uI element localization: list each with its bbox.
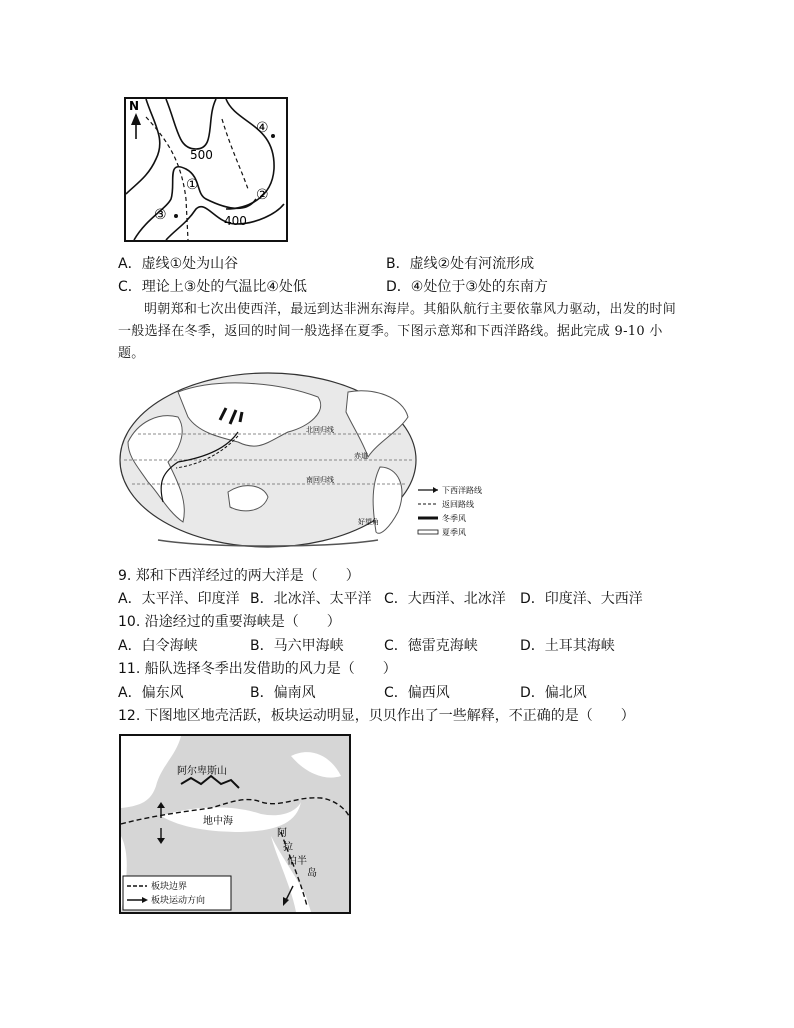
label-arabia-2: 拉 [283, 842, 293, 853]
option-a: A．虚线①处为山谷 [118, 256, 239, 272]
legend-summer: 夏季风 [442, 528, 466, 537]
label-arabia-4: 岛 [307, 868, 317, 879]
passage-text: 明朝郑和七次出使西洋，最远到达非洲东海岸。其船队航行主要依靠风力驱动，出发的时间一般选择在冬季，返回的时间一般选择在夏季。下图示意郑和下西洋路线。据此完成 9-10 小题。 [118, 302, 677, 361]
q11-option-d: D．偏北风 [520, 685, 587, 701]
plate-map [119, 734, 351, 914]
contour-label-400: 400 [224, 214, 247, 228]
label-tropic-capricorn: 南回归线 [306, 476, 334, 484]
q10-option-b: B．马六甲海峡 [250, 638, 344, 654]
point-2: ② [256, 187, 269, 203]
q11-option-c: C．偏西风 [384, 685, 450, 701]
q11-option-a: A．偏东风 [118, 685, 184, 701]
world-map [118, 372, 498, 554]
legend-boundary: 板块边界 [151, 882, 188, 892]
label-equator: 赤道 [354, 452, 368, 460]
plate-map-svg [121, 736, 349, 912]
q9-option-a: A．太平洋、印度洋 [118, 591, 240, 607]
point-4: ④ [256, 120, 269, 136]
legend-motion: 板块运动方向 [151, 896, 206, 906]
q9-option-d: D．印度洋、大西洋 [520, 591, 643, 607]
point-3: ③ [154, 207, 167, 223]
q9-option-c: C．大西洋、北冰洋 [384, 591, 506, 607]
label-cape: 好望角 [358, 518, 379, 526]
q12-stem: 12. 下图地区地壳活跃，板块运动明显，贝贝作出了一些解释，不正确的是（ ） [118, 708, 635, 724]
label-alps: 阿尔卑斯山 [177, 766, 227, 777]
legend-return: 返回路线 [442, 500, 474, 509]
contour-label-500: 500 [190, 148, 213, 162]
north-label: N [129, 99, 140, 113]
label-med: 地中海 [203, 816, 233, 827]
point-3-dot [174, 214, 178, 218]
q9-stem: 9. 郑和下西洋经过的两大洋是（ ） [118, 568, 360, 584]
passage [118, 299, 678, 365]
q10-option-c: C．德雷克海峡 [384, 638, 478, 654]
contour-line [166, 99, 216, 149]
contour-map [124, 97, 288, 242]
contour-line [126, 99, 160, 194]
point-4-dot [271, 134, 275, 138]
option-c: C．理论上③处的气温比④处低 [118, 279, 307, 295]
world-map-svg [118, 372, 498, 554]
legend-winter: 冬季风 [442, 514, 466, 523]
contour-map-svg [126, 99, 286, 240]
option-d: D．④处位于③处的东南方 [386, 279, 548, 295]
q10-option-d: D．土耳其海峡 [520, 638, 615, 654]
q11-stem: 11. 船队选择冬季出发借助的风力是（ ） [118, 661, 397, 677]
dashed-line [222, 119, 248, 189]
north-arrowhead-icon [131, 113, 141, 125]
option-b: B．虚线②处有河流形成 [386, 256, 535, 272]
legend-summer-icon [418, 530, 438, 534]
q10-option-a: A．白令海峡 [118, 638, 198, 654]
dashed-line [146, 117, 188, 240]
label-arabia-3: 伯半 [287, 856, 307, 867]
legend-route: 下西洋路线 [442, 486, 482, 495]
point-1: ① [186, 177, 199, 193]
label-tropic-cancer: 北回归线 [306, 426, 334, 434]
legend-route-arrowhead-icon [433, 487, 438, 493]
q9-option-b: B．北冰洋、太平洋 [250, 591, 372, 607]
label-arabia-1: 阿 [277, 828, 287, 839]
q11-option-b: B．偏南风 [250, 685, 316, 701]
q10-stem: 10. 沿途经过的重要海峡是（ ） [118, 614, 341, 630]
